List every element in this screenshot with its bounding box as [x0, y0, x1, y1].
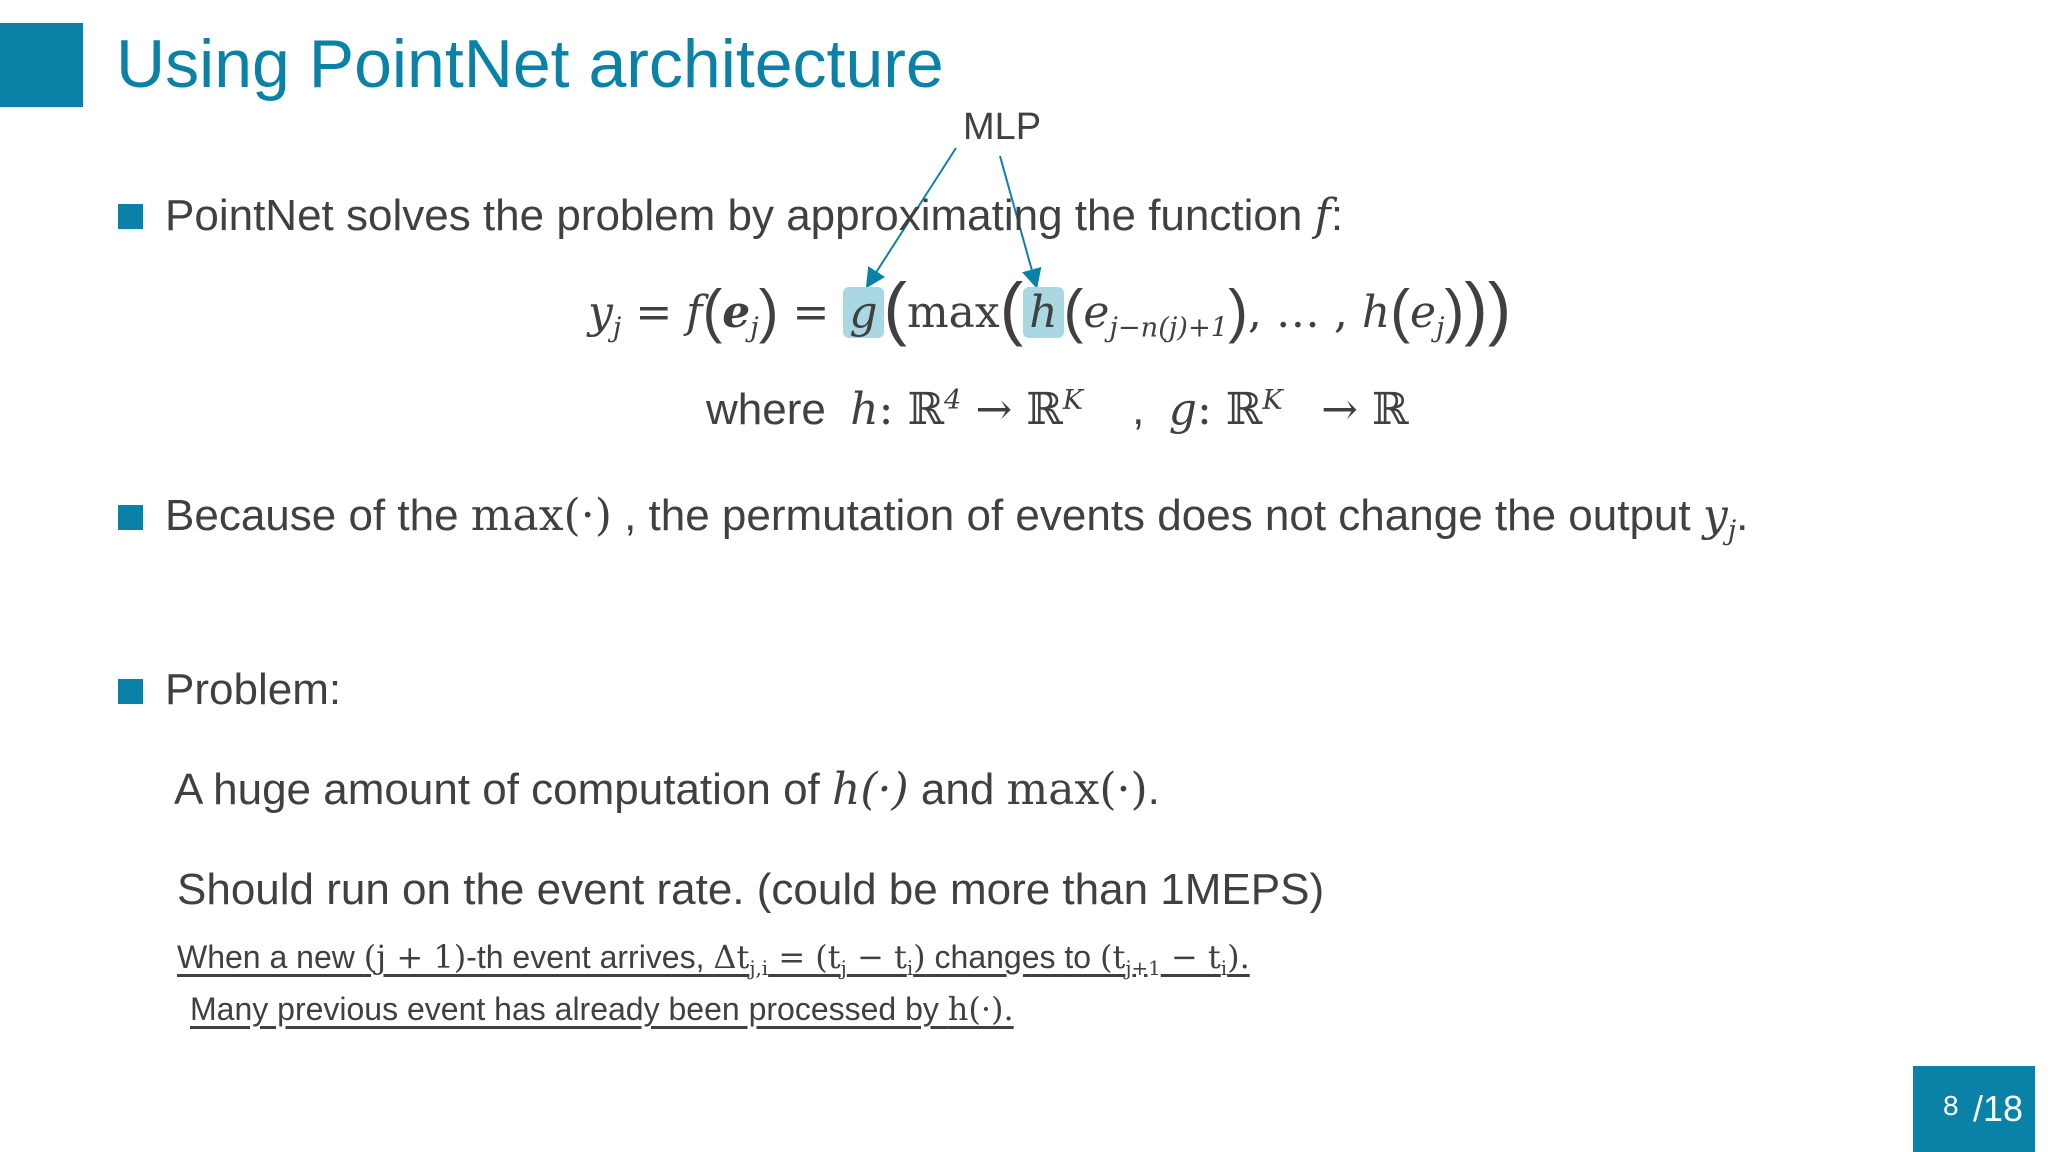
pointnet-equation: $y_j = f(e_j) = g(\max$( h $(e_{j-n(j)+1})$, … , $h(e_j)$))	[588, 268, 1512, 347]
slide-title: Using PointNet architecture	[116, 26, 944, 102]
g-highlight: g	[843, 287, 883, 338]
problem-event-rate: Should run on the event rate. (could be more than 1MEPS)	[177, 865, 1325, 914]
bullet-2-marker	[118, 505, 143, 530]
bullet-1: PointNet solves the problem by approximating the function f:	[165, 190, 1344, 241]
note-previous-events: Many previous event has already been processed by h(·).	[190, 990, 1014, 1028]
h-highlight: h	[1023, 287, 1063, 338]
page-current: 8	[1943, 1090, 1959, 1121]
mlp-label: MLP	[963, 106, 1042, 148]
function-domains: where h: ℝ$^4$ → ℝ$^K$ , g: ℝ$^K$ → ℝ	[706, 384, 1409, 435]
bullet-3-marker	[118, 679, 143, 704]
bullet-1-marker	[118, 204, 143, 229]
bullet-2: Because of the max(·) , the permutation of events does not change the output $y_j$.	[165, 490, 1749, 547]
note-delta-t: When a new (j + 1)-th event arrives, $\Delta t_{j,i} = (t_j - t_i)$ changes to $(t_{j+1} - t_i)$.	[177, 938, 1250, 980]
page-total: /18	[1973, 1088, 2024, 1129]
page-indicator	[1913, 1066, 2035, 1152]
bullet-3: Problem:	[165, 665, 342, 714]
problem-computation: A huge amount of computation of h(·) and max(·).	[174, 764, 1160, 815]
